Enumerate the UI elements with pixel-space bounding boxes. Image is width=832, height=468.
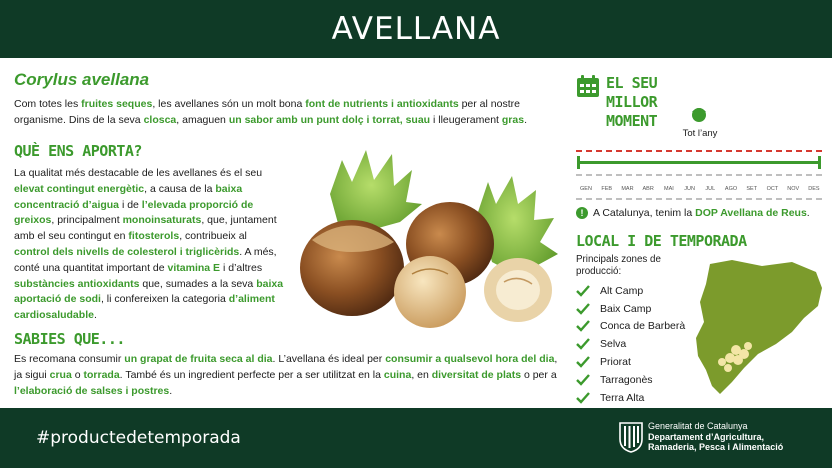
zone-name: Alt Camp (600, 284, 644, 297)
scientific-name: Corylus avellana (14, 70, 150, 89)
section-heading-did-you-know: SABIES QUE... (14, 330, 125, 348)
org-line: Ramaderia, Pesca i Alimentació (648, 442, 784, 452)
exclamation-icon: ! (576, 207, 588, 219)
zone-name: Baix Camp (600, 302, 652, 315)
list-item (576, 300, 685, 318)
zone-name: Selva (600, 338, 627, 351)
month-label: MAR (621, 186, 634, 192)
list-item (576, 389, 685, 407)
benefits-paragraph: La qualitat més destacable de les avellanes és el seu elevat contingut energètic, a causa de la baixa concentració d’aigua i de l’elevada proporció de greixos, principalment monoinsaturats, que, juntament amb el seu contingut en fitosterols, contribueix al control dels nivells de colesterol i triglicèrids. A més, conté una quantitat important de vitamina E i d’altres substàncies antioxidants que, sumades a la seva baixa aportació de sodi, li confereixen la categoria d’aliment cardiosaludable. (14, 167, 284, 322)
checkmark-icon (576, 356, 590, 368)
list-item (576, 318, 685, 336)
hazelnut-kernel (394, 256, 466, 328)
zone-name: Tarragonès (600, 373, 653, 386)
month-label: JUN (684, 186, 695, 192)
checkmark-icon (576, 338, 590, 350)
checkmark-icon (576, 303, 590, 315)
month-label: GEN (580, 186, 592, 192)
list-item (576, 371, 685, 389)
org-line: Departament d’Agricultura, (648, 431, 765, 442)
section-heading-local: LOCAL I DE TEMPORADA (576, 232, 747, 250)
did-you-know-paragraph: Es recomana consumir un grapat de fruita seca al dia. L’avellana és ideal per consumir a qualsevol hora del dia, ja sigui crua o torrada. També és un ingredient perfecte per a ser utilitzat en la cuina, en diversitat de plats o per a l’elaboració de salses i postres. (14, 353, 558, 397)
intro-paragraph: Com totes les fruites seques, les avellanes són un molt bona font de nutrients i antioxidants per al nostre organisme. Dins de la seva closca, amaguen un sabor amb un punt dolç i torrat, suau i lleugerament gras. (14, 98, 527, 126)
zone-name: Conca de Barberà (600, 320, 686, 333)
month-label: DES (808, 186, 820, 192)
page-title: AVELLANA (331, 11, 501, 47)
org-line: Generalitat de Catalunya (648, 421, 748, 431)
month-label: JUL (705, 186, 716, 192)
hazelnuts-illustration (282, 142, 564, 334)
month-label: OCT (766, 186, 779, 192)
month-label: SET (746, 186, 758, 192)
month-label: AGO (724, 186, 738, 192)
timeline-availability-bar (578, 161, 820, 164)
section-heading-benefits: QUÈ ENS APORTA? (14, 142, 142, 160)
zones-list (576, 282, 685, 407)
timeline-divider-red (576, 150, 822, 152)
month-label: FEB (601, 186, 613, 192)
availability-label: Tot l’any (682, 128, 718, 139)
checkmark-icon (576, 392, 590, 404)
month-label: MAI (663, 186, 674, 192)
catalonia-map (692, 258, 826, 398)
hashtag: #productedetemporada (36, 428, 241, 448)
calendar-icon (576, 74, 600, 98)
checkmark-icon (576, 320, 590, 332)
list-item (576, 353, 685, 371)
timeline-end-cap (818, 156, 821, 169)
month-label: NOV (787, 186, 800, 192)
timeline-divider (576, 174, 822, 176)
list-item (576, 335, 685, 353)
zones-heading: Principals zones de producció: (576, 254, 661, 277)
dop-note: A Catalunya, tenim la DOP Avellana de Reus. (593, 207, 810, 219)
organization-name (648, 421, 783, 453)
month-label: ABR (642, 186, 654, 192)
zone-name: Priorat (600, 356, 631, 369)
checkmark-icon (576, 374, 590, 386)
timeline-divider (576, 198, 822, 200)
timeline-months (576, 186, 824, 192)
list-item (576, 282, 685, 300)
generalitat-logo-icon (618, 421, 644, 453)
hazelnut-marker-icon (690, 105, 708, 123)
zone-name: Terra Alta (600, 391, 645, 404)
checkmark-icon (576, 285, 590, 297)
section-heading-best-moment: EL SEU MILLOR MOMENT (606, 74, 658, 130)
